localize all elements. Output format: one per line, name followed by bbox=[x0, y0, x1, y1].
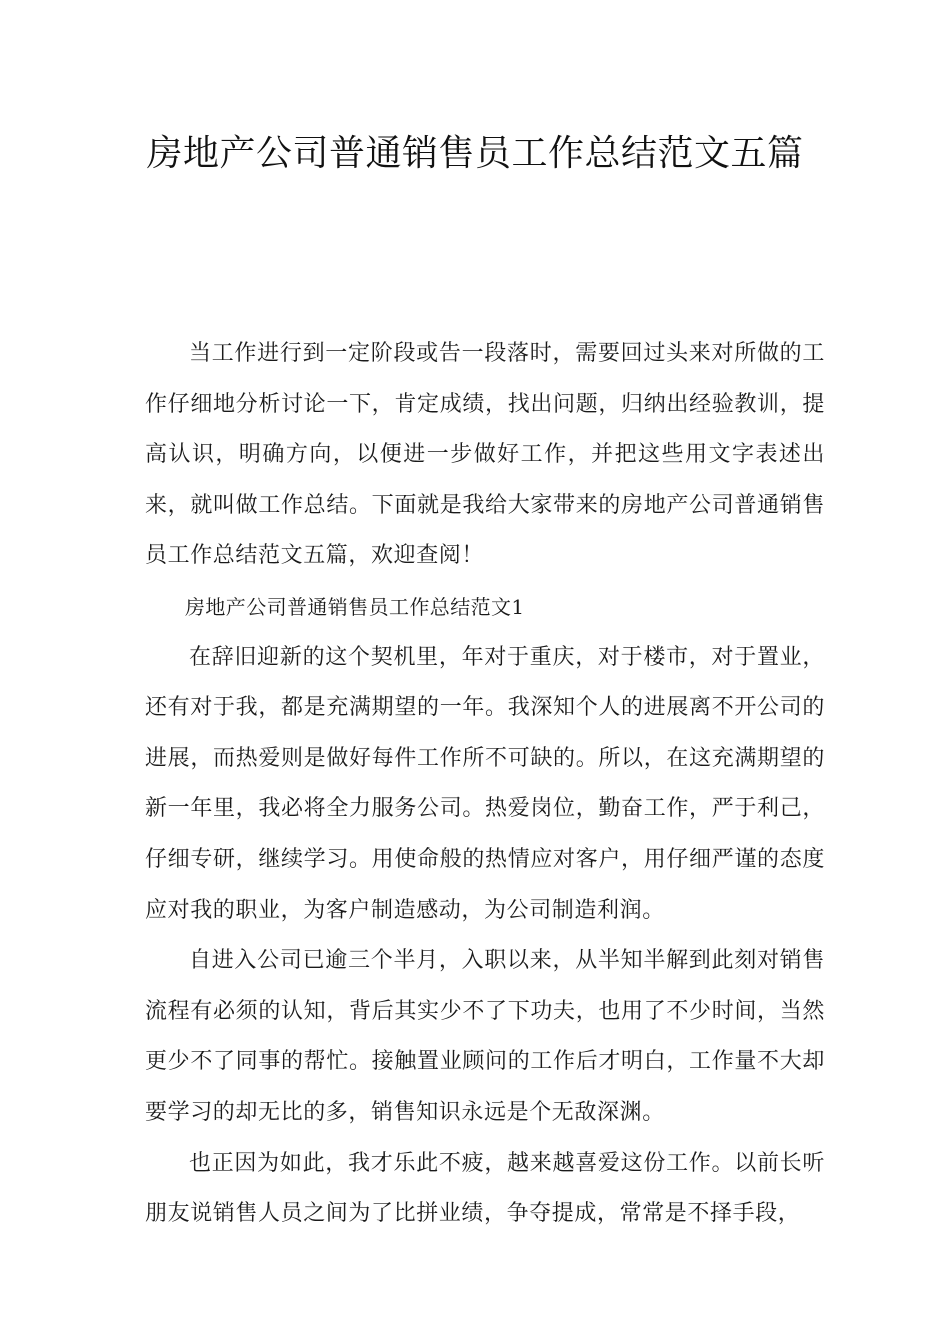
intro-paragraph: 当工作进行到一定阶段或告一段落时，需要回过头来对所做的工作仔细地分析讨论一下，肯定成绩，找出问题，归纳出经验教训，提高认识，明确方向，以便进一步做好工作，并把这些用文字表述出来，就叫做工作总结。下面就是我给大家带来的房地产公司普通销售员工作总结范文五篇，欢迎查阅！ bbox=[145, 341, 825, 569]
body-paragraph: 也正因为如此，我才乐此不疲，越来越喜爱这份工作。以前长听朋友说销售人员之间为了比拼业绩，争夺提成，常常是不择手段， bbox=[145, 1150, 825, 1227]
document-title: 房地产公司普通销售员工作总结范文五篇 bbox=[146, 133, 804, 174]
section-heading: 房地产公司普通销售员工作总结范文1 bbox=[185, 594, 525, 619]
body-paragraph: 自进入公司已逾三个半月，入职以来，从半知半解到此刻对销售流程有必须的认知，背后其实少不了下功夫，也用了不少时间，当然更少不了同事的帮忙。接触置业顾问的工作后才明白，工作量不大却要学习的却无比的多，销售知识永远是个无敌深渊。 bbox=[145, 948, 825, 1125]
body-paragraph: 在辞旧迎新的这个契机里，年对于重庆，对于楼市，对于置业，还有对于我，都是充满期望的一年。我深知个人的进展离不开公司的进展，而热爱则是做好每件工作所不可缺的。所以，在这充满期望的新一年里，我必将全力服务公司。热爱岗位，勤奋工作，严于利己，仔细专研，继续学习。用使命般的热情应对客户，用仔细严谨的态度应对我的职业，为客户制造感动，为公司制造利润。 bbox=[145, 644, 825, 923]
document-body bbox=[145, 329, 825, 1240]
